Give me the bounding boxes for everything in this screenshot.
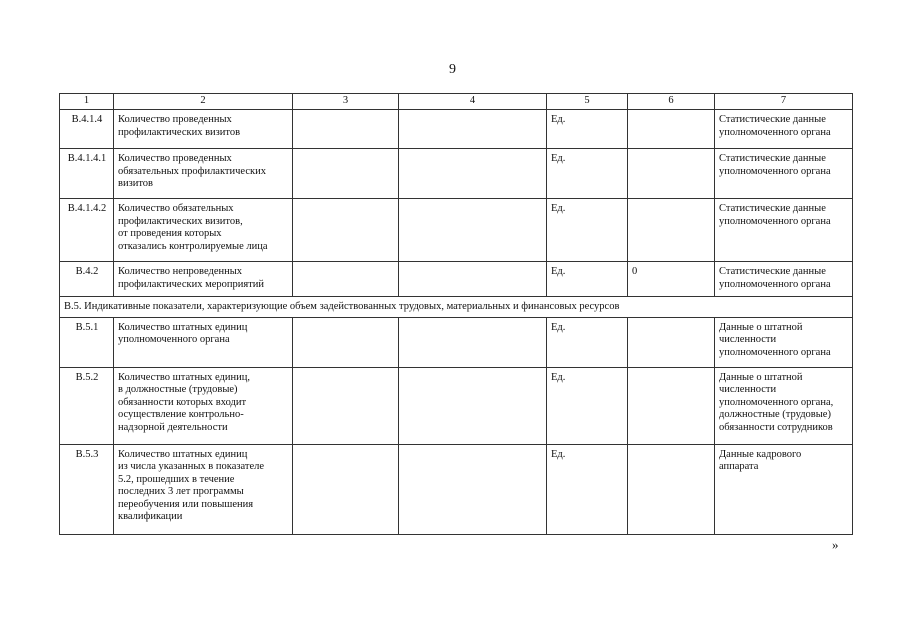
row-name-line: последних 3 лет программы — [118, 486, 244, 497]
row-name-line: из числа указанных в показателе — [118, 461, 265, 472]
row-code: В.4.1.4.1 — [60, 149, 114, 199]
row-source — [715, 444, 853, 534]
row-name-line: визитов — [118, 178, 154, 189]
header-cell: 6 — [628, 94, 715, 110]
row-col4 — [399, 262, 547, 297]
row-unit: Ед. — [547, 149, 628, 199]
row-col3 — [293, 262, 399, 297]
row-col3 — [293, 110, 399, 149]
row-source-line: Данные о штатной — [719, 321, 803, 333]
row-code: В.5.3 — [60, 444, 114, 534]
row-code: В.4.2 — [60, 262, 114, 297]
row-source — [715, 367, 853, 444]
row-name-line: Количество проведенных — [118, 114, 232, 125]
indicators-table — [59, 93, 853, 535]
table-row — [60, 367, 853, 444]
row-name-line: в должностные (трудовые) — [118, 384, 238, 395]
row-name-line: профилактических визитов — [118, 126, 241, 138]
row-name-line: 5.2, прошедших в течение — [118, 473, 235, 485]
row-name-line: Количество штатных единиц, — [118, 371, 250, 383]
row-unit: Ед. — [547, 444, 628, 534]
row-name-line: Количество штатных единиц — [118, 448, 248, 460]
table-row — [60, 317, 853, 367]
row-name-line: Количество штатных единиц — [118, 321, 248, 333]
row-col6: 0 — [628, 262, 715, 297]
section-title: В.5. Индикативные показатели, характеризующие объем задействованных трудовых, материальных и финансовых ресурсов — [60, 297, 853, 318]
row-name — [114, 444, 293, 534]
row-name-line: осуществление контрольно- — [118, 409, 244, 420]
row-col4 — [399, 199, 547, 262]
row-source — [715, 317, 853, 367]
header-cell: 2 — [114, 94, 293, 110]
header-cell: 3 — [293, 94, 399, 110]
row-source-line: Статистические данные — [719, 266, 826, 277]
row-name-line: квалификации — [118, 511, 183, 522]
row-name — [114, 367, 293, 444]
row-name-line: Количество обязательных — [118, 203, 234, 214]
row-col6 — [628, 444, 715, 534]
row-name — [114, 262, 293, 297]
row-col4 — [399, 317, 547, 367]
row-col3 — [293, 317, 399, 367]
row-source-line: аппарата — [719, 461, 759, 472]
row-source — [715, 199, 853, 262]
row-col6 — [628, 199, 715, 262]
row-col4 — [399, 110, 547, 149]
table-row — [60, 110, 853, 149]
row-name-line: отказались контролируемые лица — [118, 240, 268, 252]
row-source-line: Статистические данные — [719, 153, 826, 164]
row-source-line: уполномоченного органа — [719, 278, 831, 290]
row-source — [715, 110, 853, 149]
table-row — [60, 149, 853, 199]
row-code: В.4.1.4.2 — [60, 199, 114, 262]
row-col6 — [628, 367, 715, 444]
table-row — [60, 444, 853, 534]
row-source — [715, 149, 853, 199]
header-cell: 7 — [715, 94, 853, 110]
row-name — [114, 199, 293, 262]
header-cell: 4 — [399, 94, 547, 110]
row-col3 — [293, 199, 399, 262]
row-unit: Ед. — [547, 110, 628, 149]
row-name — [114, 317, 293, 367]
row-name-line: Количество проведенных — [118, 153, 232, 164]
row-source-line: уполномоченного органа — [719, 126, 831, 138]
row-col6 — [628, 317, 715, 367]
table-row — [60, 199, 853, 262]
row-source-line: Статистические данные — [719, 203, 826, 214]
header-row — [60, 94, 853, 110]
row-col3 — [293, 367, 399, 444]
header-cell: 1 — [60, 94, 114, 110]
row-name-line: обязанности которых входит — [118, 396, 247, 408]
row-name-line: от проведения которых — [118, 228, 222, 239]
row-name-line: обязательных профилактических — [118, 165, 266, 177]
row-unit: Ед. — [547, 317, 628, 367]
row-name-line: надзорной деятельности — [118, 421, 228, 433]
row-name — [114, 149, 293, 199]
row-col3 — [293, 149, 399, 199]
row-col3 — [293, 444, 399, 534]
section-heading-row — [60, 297, 853, 318]
header-cell: 5 — [547, 94, 628, 110]
row-col4 — [399, 444, 547, 534]
row-source-line: должностные (трудовые) — [719, 409, 831, 420]
row-source-line: уполномоченного органа — [719, 346, 831, 358]
row-code: В.5.2 — [60, 367, 114, 444]
row-code: В.5.1 — [60, 317, 114, 367]
closing-quote: » — [832, 537, 839, 552]
row-col6 — [628, 110, 715, 149]
row-unit: Ед. — [547, 262, 628, 297]
row-unit: Ед. — [547, 199, 628, 262]
row-source-line: уполномоченного органа, — [719, 396, 834, 408]
row-name-line: переобучения или повышения — [118, 498, 254, 510]
row-source-line: уполномоченного органа — [719, 215, 831, 227]
row-code: В.4.1.4 — [60, 110, 114, 149]
table-row — [60, 262, 853, 297]
row-name-line: профилактических визитов, — [118, 215, 243, 227]
row-source-line: численности — [719, 334, 777, 345]
row-source-line: численности — [719, 384, 777, 395]
row-col6 — [628, 149, 715, 199]
row-col4 — [399, 367, 547, 444]
row-source — [715, 262, 853, 297]
row-source-line: обязанности сотрудников — [719, 421, 833, 433]
row-source-line: уполномоченного органа — [719, 165, 831, 177]
row-unit: Ед. — [547, 367, 628, 444]
row-source-line: Статистические данные — [719, 114, 826, 125]
row-name-line: уполномоченного органа — [118, 334, 230, 345]
row-name-line: Количество непроведенных — [118, 266, 243, 277]
row-source-line: Данные о штатной — [719, 371, 803, 383]
page-number: 9 — [449, 62, 456, 77]
row-col4 — [399, 149, 547, 199]
row-name — [114, 110, 293, 149]
row-source-line: Данные кадрового — [719, 448, 802, 460]
row-name-line: профилактических мероприятий — [118, 278, 265, 290]
